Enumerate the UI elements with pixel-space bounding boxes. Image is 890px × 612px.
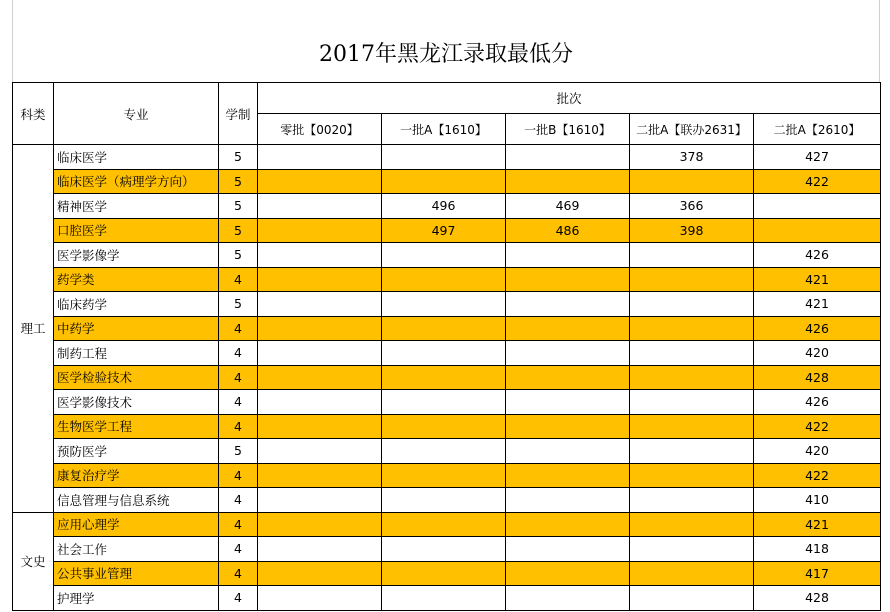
score-cell-batch-1 xyxy=(382,316,506,341)
table-row xyxy=(13,267,881,292)
score-cell-batch-3 xyxy=(630,316,754,341)
score-cell-batch-0 xyxy=(258,292,382,317)
score-cell-batch-3 xyxy=(630,488,754,513)
years-cell: 4 xyxy=(219,365,258,390)
table-row xyxy=(13,537,881,562)
score-cell-batch-3 xyxy=(630,512,754,537)
score-cell-batch-4: 422 xyxy=(754,414,881,439)
score-cell-batch-1 xyxy=(382,439,506,464)
major-cell: 口腔医学 xyxy=(54,218,219,243)
score-cell-batch-0 xyxy=(258,512,382,537)
score-cell-batch-0 xyxy=(258,341,382,366)
table-row xyxy=(13,561,881,586)
table-row xyxy=(13,341,881,366)
score-cell-batch-1: 497 xyxy=(382,218,506,243)
score-cell-batch-4: 428 xyxy=(754,365,881,390)
score-cell-batch-3 xyxy=(630,537,754,562)
score-cell-batch-3: 378 xyxy=(630,145,754,170)
score-cell-batch-1 xyxy=(382,365,506,390)
score-cell-batch-4: 426 xyxy=(754,316,881,341)
score-cell-batch-1 xyxy=(382,463,506,488)
header-batch-4: 二批A【2610】 xyxy=(754,114,881,145)
years-cell: 4 xyxy=(219,267,258,292)
score-cell-batch-1: 496 xyxy=(382,194,506,219)
header-category: 科类 xyxy=(13,83,54,145)
score-cell-batch-0 xyxy=(258,586,382,611)
years-cell: 5 xyxy=(219,218,258,243)
major-cell: 生物医学工程 xyxy=(54,414,219,439)
score-cell-batch-0 xyxy=(258,194,382,219)
score-cell-batch-4: 421 xyxy=(754,512,881,537)
score-cell-batch-1 xyxy=(382,561,506,586)
major-cell: 预防医学 xyxy=(54,439,219,464)
major-cell: 制药工程 xyxy=(54,341,219,366)
header-batch-1: 一批A【1610】 xyxy=(382,114,506,145)
score-cell-batch-2 xyxy=(506,439,630,464)
score-cell-batch-0 xyxy=(258,537,382,562)
table-body xyxy=(13,145,881,611)
major-cell: 公共事业管理 xyxy=(54,561,219,586)
score-cell-batch-2 xyxy=(506,316,630,341)
category-cell: 理工 xyxy=(13,145,54,513)
score-cell-batch-2: 469 xyxy=(506,194,630,219)
score-cell-batch-4: 427 xyxy=(754,145,881,170)
major-cell: 临床医学 xyxy=(54,145,219,170)
score-cell-batch-1 xyxy=(382,169,506,194)
score-cell-batch-4: 420 xyxy=(754,341,881,366)
score-cell-batch-0 xyxy=(258,145,382,170)
years-cell: 4 xyxy=(219,488,258,513)
score-cell-batch-4: 418 xyxy=(754,537,881,562)
score-cell-batch-4: 420 xyxy=(754,439,881,464)
score-cell-batch-0 xyxy=(258,439,382,464)
score-cell-batch-4: 417 xyxy=(754,561,881,586)
table-row xyxy=(13,512,881,537)
score-cell-batch-1 xyxy=(382,267,506,292)
table-row xyxy=(13,292,881,317)
score-cell-batch-3 xyxy=(630,243,754,268)
years-cell: 4 xyxy=(219,561,258,586)
years-cell: 5 xyxy=(219,243,258,268)
score-cell-batch-0 xyxy=(258,414,382,439)
score-cell-batch-3 xyxy=(630,439,754,464)
score-cell-batch-2 xyxy=(506,365,630,390)
score-cell-batch-1 xyxy=(382,145,506,170)
score-cell-batch-3 xyxy=(630,267,754,292)
years-cell: 5 xyxy=(219,169,258,194)
score-cell-batch-2 xyxy=(506,292,630,317)
score-cell-batch-2 xyxy=(506,414,630,439)
header-batch-group: 批次 xyxy=(258,83,881,114)
score-cell-batch-3: 366 xyxy=(630,194,754,219)
table-row xyxy=(13,365,881,390)
score-cell-batch-1 xyxy=(382,414,506,439)
score-cell-batch-4: 426 xyxy=(754,243,881,268)
score-cell-batch-0 xyxy=(258,218,382,243)
score-cell-batch-2: 486 xyxy=(506,218,630,243)
score-cell-batch-2 xyxy=(506,561,630,586)
header-batch-0: 零批【0020】 xyxy=(258,114,382,145)
score-cell-batch-4: 426 xyxy=(754,390,881,415)
header-batch-2: 一批B【1610】 xyxy=(506,114,630,145)
score-cell-batch-3 xyxy=(630,561,754,586)
major-cell: 应用心理学 xyxy=(54,512,219,537)
table-row xyxy=(13,439,881,464)
major-cell: 临床医学（病理学方向） xyxy=(54,169,219,194)
score-cell-batch-1 xyxy=(382,537,506,562)
table-row xyxy=(13,218,881,243)
score-cell-batch-4: 421 xyxy=(754,267,881,292)
table-row xyxy=(13,586,881,611)
score-cell-batch-3 xyxy=(630,169,754,194)
table-row xyxy=(13,169,881,194)
score-cell-batch-3 xyxy=(630,365,754,390)
score-cell-batch-2 xyxy=(506,145,630,170)
table-row xyxy=(13,488,881,513)
score-cell-batch-2 xyxy=(506,512,630,537)
admission-score-table xyxy=(12,82,881,611)
table-row xyxy=(13,194,881,219)
score-cell-batch-1 xyxy=(382,586,506,611)
score-cell-batch-1 xyxy=(382,341,506,366)
table-row xyxy=(13,390,881,415)
header-row-1 xyxy=(13,83,881,114)
table-row xyxy=(13,463,881,488)
major-cell: 精神医学 xyxy=(54,194,219,219)
score-cell-batch-0 xyxy=(258,267,382,292)
score-cell-batch-3 xyxy=(630,292,754,317)
score-cell-batch-0 xyxy=(258,390,382,415)
score-cell-batch-3: 398 xyxy=(630,218,754,243)
score-cell-batch-1 xyxy=(382,292,506,317)
score-cell-batch-1 xyxy=(382,512,506,537)
years-cell: 4 xyxy=(219,537,258,562)
score-cell-batch-0 xyxy=(258,243,382,268)
years-cell: 4 xyxy=(219,414,258,439)
score-cell-batch-4 xyxy=(754,218,881,243)
score-cell-batch-4: 410 xyxy=(754,488,881,513)
years-cell: 4 xyxy=(219,341,258,366)
score-cell-batch-4: 428 xyxy=(754,586,881,611)
major-cell: 医学影像学 xyxy=(54,243,219,268)
major-cell: 社会工作 xyxy=(54,537,219,562)
score-cell-batch-0 xyxy=(258,561,382,586)
score-cell-batch-2 xyxy=(506,267,630,292)
score-cell-batch-1 xyxy=(382,243,506,268)
years-cell: 4 xyxy=(219,463,258,488)
header-batch-3: 二批A【联办2631】 xyxy=(630,114,754,145)
major-cell: 康复治疗学 xyxy=(54,463,219,488)
years-cell: 4 xyxy=(219,390,258,415)
score-cell-batch-0 xyxy=(258,488,382,513)
table-row xyxy=(13,414,881,439)
score-cell-batch-2 xyxy=(506,586,630,611)
score-cell-batch-4: 422 xyxy=(754,169,881,194)
score-cell-batch-2 xyxy=(506,169,630,194)
table-row xyxy=(13,316,881,341)
score-cell-batch-0 xyxy=(258,169,382,194)
years-cell: 4 xyxy=(219,586,258,611)
major-cell: 信息管理与信息系统 xyxy=(54,488,219,513)
page-title: 2017年黑龙江录取最低分 xyxy=(319,42,573,67)
score-cell-batch-0 xyxy=(258,463,382,488)
table-row xyxy=(13,145,881,170)
score-cell-batch-3 xyxy=(630,341,754,366)
years-cell: 5 xyxy=(219,194,258,219)
major-cell: 医学影像技术 xyxy=(54,390,219,415)
score-cell-batch-4 xyxy=(754,194,881,219)
years-cell: 4 xyxy=(219,512,258,537)
major-cell: 医学检验技术 xyxy=(54,365,219,390)
years-cell: 5 xyxy=(219,145,258,170)
score-cell-batch-0 xyxy=(258,365,382,390)
score-cell-batch-3 xyxy=(630,390,754,415)
header-major: 专业 xyxy=(54,83,219,145)
score-cell-batch-2 xyxy=(506,341,630,366)
score-cell-batch-4: 421 xyxy=(754,292,881,317)
score-cell-batch-1 xyxy=(382,488,506,513)
score-cell-batch-0 xyxy=(258,316,382,341)
score-cell-batch-2 xyxy=(506,463,630,488)
years-cell: 5 xyxy=(219,292,258,317)
score-cell-batch-3 xyxy=(630,414,754,439)
score-cell-batch-3 xyxy=(630,463,754,488)
score-cell-batch-1 xyxy=(382,390,506,415)
score-cell-batch-2 xyxy=(506,390,630,415)
major-cell: 护理学 xyxy=(54,586,219,611)
score-cell-batch-3 xyxy=(630,586,754,611)
major-cell: 中药学 xyxy=(54,316,219,341)
years-cell: 4 xyxy=(219,316,258,341)
major-cell: 临床药学 xyxy=(54,292,219,317)
table-row xyxy=(13,243,881,268)
years-cell: 5 xyxy=(219,439,258,464)
header-years: 学制 xyxy=(219,83,258,145)
category-cell: 文史 xyxy=(13,512,54,610)
score-cell-batch-2 xyxy=(506,488,630,513)
score-cell-batch-2 xyxy=(506,537,630,562)
major-cell: 药学类 xyxy=(54,267,219,292)
score-cell-batch-4: 422 xyxy=(754,463,881,488)
score-cell-batch-2 xyxy=(506,243,630,268)
